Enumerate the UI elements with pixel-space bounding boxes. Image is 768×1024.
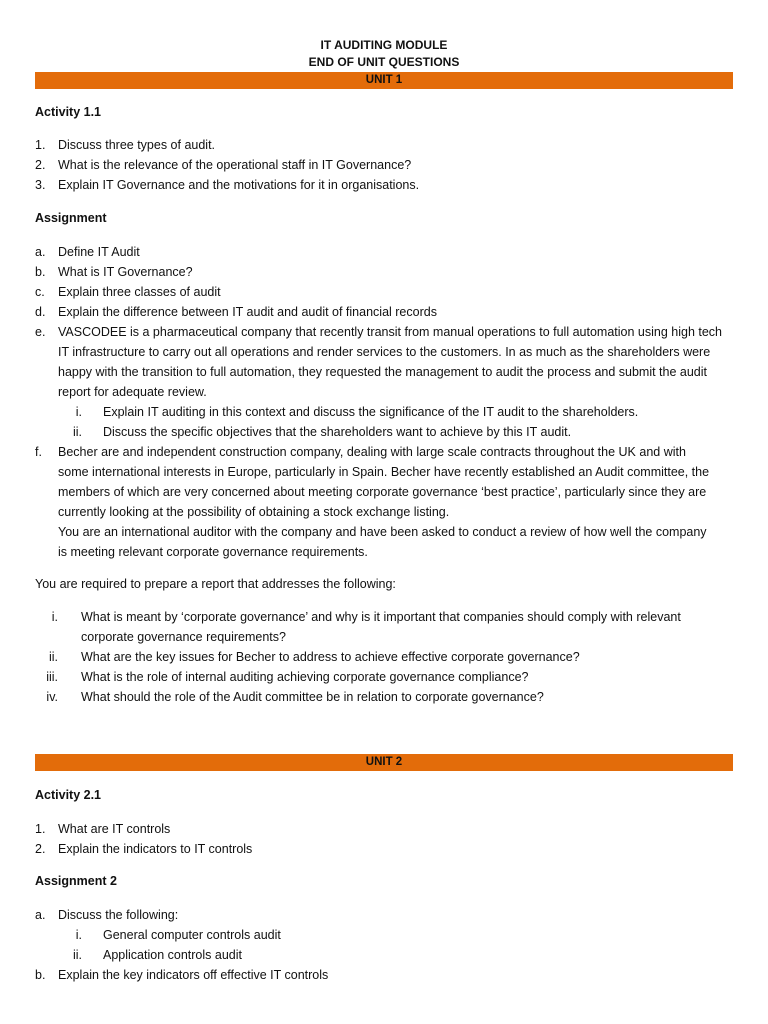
list-marker: d.	[35, 305, 46, 319]
list-marker: a.	[35, 245, 46, 259]
list-item: Explain the indicators to IT controls	[58, 842, 253, 856]
list-item: Explain three classes of audit	[58, 285, 221, 299]
list-item: What is the relevance of the operational staff in IT Governance?	[58, 158, 412, 172]
paragraph-line: members of which are very concerned about meeting corporate governance ‘best practice’, particularly since they are	[58, 485, 707, 499]
list-item: Explain IT Governance and the motivations for it in organisations.	[58, 178, 420, 192]
list-item: What are the key issues for Becher to address to achieve effective corporate governance?	[81, 650, 580, 664]
list-item: Define IT Audit	[58, 245, 140, 259]
list-marker: i.	[75, 405, 82, 419]
list-marker: i.	[51, 610, 58, 624]
paragraph-line: IT infrastructure to carry out all operations and render services to the customers. In as much as the shareholders were	[58, 345, 711, 359]
required-intro: You are required to prepare a report that addresses the following:	[35, 577, 396, 591]
list-item: What are IT controls	[58, 822, 171, 836]
list-marker: 1.	[35, 822, 46, 836]
list-marker: a.	[35, 908, 46, 922]
paragraph-line: some international interests in Europe, particularly in Spain. Becher have recently established an Audit committee, the	[58, 465, 710, 479]
doc-title: IT AUDITING MODULE	[320, 38, 448, 52]
list-marker: ii.	[48, 650, 58, 664]
list-marker: i.	[75, 928, 82, 942]
paragraph-line: Becher are and independent construction company, dealing with large scale contracts throughout the UK and with	[58, 445, 686, 459]
list-item: Explain the key indicators off effective IT controls	[58, 968, 329, 982]
unit-2-bar: UNIT 2	[35, 754, 733, 771]
list-marker: b.	[35, 265, 46, 279]
list-marker: 2.	[35, 842, 46, 856]
list-marker: iv.	[46, 690, 58, 704]
paragraph-line: You are an international auditor with the company and have been asked to conduct a review of how well the company	[58, 525, 707, 539]
assignment-heading: Assignment	[35, 211, 107, 225]
list-marker: e.	[35, 325, 46, 339]
list-item: Application controls audit	[103, 948, 242, 962]
paragraph-line: is meeting relevant corporate governance requirements.	[58, 545, 368, 559]
list-item: Explain the difference between IT audit and audit of financial records	[58, 305, 437, 319]
unit-1-bar: UNIT 1	[35, 72, 733, 89]
list-marker: iii.	[46, 670, 58, 684]
list-marker: b.	[35, 968, 46, 982]
list-marker: 2.	[35, 158, 46, 172]
list-marker: 1.	[35, 138, 46, 152]
list-item: What is IT Governance?	[58, 265, 193, 279]
list-marker: f.	[35, 445, 42, 459]
list-item: General computer controls audit	[103, 928, 281, 942]
paragraph-line: currently looking at the possibility of obtaining a stock exchange listing.	[58, 505, 450, 519]
list-item: What is meant by ‘corporate governance’ and why is it important that companies should comply with relevant	[81, 610, 681, 624]
list-marker: ii.	[72, 425, 82, 439]
activity-1-1-heading: Activity 1.1	[35, 105, 102, 119]
assignment-2-heading: Assignment 2	[35, 874, 117, 888]
list-item: Explain IT auditing in this context and discuss the significance of the IT audit to the shareholders.	[103, 405, 639, 419]
list-marker: c.	[35, 285, 45, 299]
list-item: Discuss three types of audit.	[58, 138, 216, 152]
paragraph-line: report for adequate review.	[58, 385, 207, 399]
list-marker: 3.	[35, 178, 46, 192]
paragraph-line: VASCODEE is a pharmaceutical company that recently transit from manual operations to full automation using high tech	[58, 325, 722, 339]
list-item: Discuss the following:	[58, 908, 179, 922]
list-item: Discuss the specific objectives that the shareholders want to achieve by this IT audit.	[103, 425, 572, 439]
list-marker: ii.	[72, 948, 82, 962]
list-item: What is the role of internal auditing achieving corporate governance compliance?	[81, 670, 529, 684]
doc-subtitle: END OF UNIT QUESTIONS	[308, 55, 460, 69]
paragraph-line: happy with the transition to full automation, they requested the management to audit the process and submit the audit	[58, 365, 708, 379]
activity-2-1-heading: Activity 2.1	[35, 788, 102, 802]
list-item-continuation: corporate governance requirements?	[81, 630, 286, 644]
list-item: What should the role of the Audit committee be in relation to corporate governance?	[81, 690, 544, 704]
